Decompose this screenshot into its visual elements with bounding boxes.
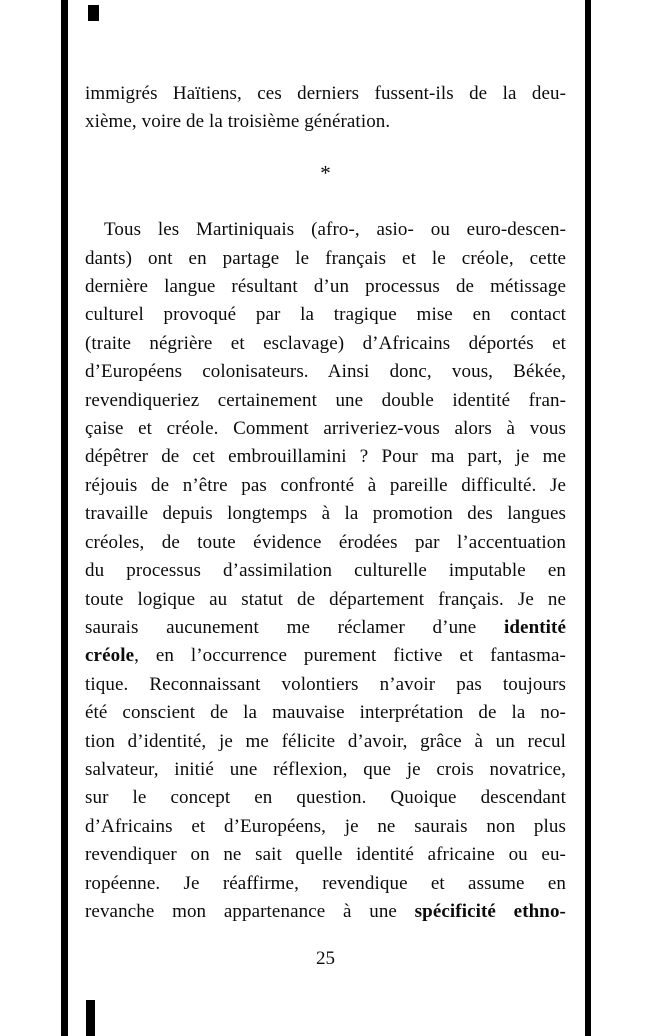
text-line: culturel provoqué par la tragique mise en contact [85, 304, 566, 326]
text-line: été conscient de la mauvaise interprétation de la no- [85, 702, 566, 724]
text-line: d’Européens colonisateurs. Ainsi donc, vous, Békée, [85, 361, 566, 383]
text-line: salvateur, initié une réflexion, que je crois novatrice, [85, 758, 566, 780]
text-line: xième, voire de la troisième génération. [85, 111, 391, 133]
bottom-print-mark [86, 1000, 95, 1036]
text-line: ropéenne. Je réaffirme, revendique et assume en [85, 872, 566, 894]
text-line: créoles, de toute évidence érodées par l’accentuation [85, 531, 566, 553]
text-line: sur le concept en question. Quoique descendant [85, 787, 566, 809]
right-page-edge-bar [585, 0, 591, 1036]
text-line: réjouis de n’être pas confronté à pareille difficulté. Je [85, 474, 566, 496]
text-line: revanche mon appartenance à une spécificité ethno- [85, 900, 566, 922]
text-line: toute logique au statut de département français. Je ne [85, 588, 566, 610]
text-line: saurais aucunement me réclamer d’une identité [85, 616, 566, 638]
text-line: dernière langue résultant d’un processus de métissage [85, 276, 566, 298]
text-line: Tous les Martiniquais (afro-, asio- ou euro-descen- [104, 219, 566, 241]
text-line: çaise et créole. Comment arriveriez-vous alors à vous [85, 418, 566, 440]
text-line: travaille depuis longtemps à la promotion des langues [85, 503, 566, 525]
text-line: (traite négrière et esclavage) d’Africains déportés et [85, 332, 566, 354]
section-separator: * [320, 160, 331, 185]
text-line: dépêtrer de cet embrouillamini ? Pour ma part, je me [85, 446, 566, 468]
text-line: dants) ont en partage le français et le créole, cette [85, 247, 566, 269]
text-line: créole, en l’occurrence purement fictive et fantasma- [85, 645, 566, 667]
text-line: revendiqueriez certainement une double identité fran- [85, 389, 566, 411]
text-line: du processus d’assimilation culturelle imputable en [85, 560, 566, 582]
text-line: immigrés Haïtiens, ces derniers fussent-ils de la deu- [85, 83, 566, 104]
text-line: tique. Reconnaissant volontiers n’avoir pas toujours [85, 673, 566, 695]
text-column [85, 80, 566, 926]
page-number: 25 [316, 948, 335, 969]
left-page-edge-bar [61, 0, 68, 1036]
paragraph-intro [85, 80, 566, 137]
paragraph-body [85, 216, 566, 926]
text-line: d’Africains et d’Européens, je ne saurais non plus [85, 815, 566, 837]
top-print-mark [88, 5, 99, 21]
text-line: revendiquer on ne sait quelle identité africaine ou eu- [85, 844, 566, 866]
text-line: tion d’identité, je me félicite d’avoir, grâce à un recul [85, 730, 566, 752]
